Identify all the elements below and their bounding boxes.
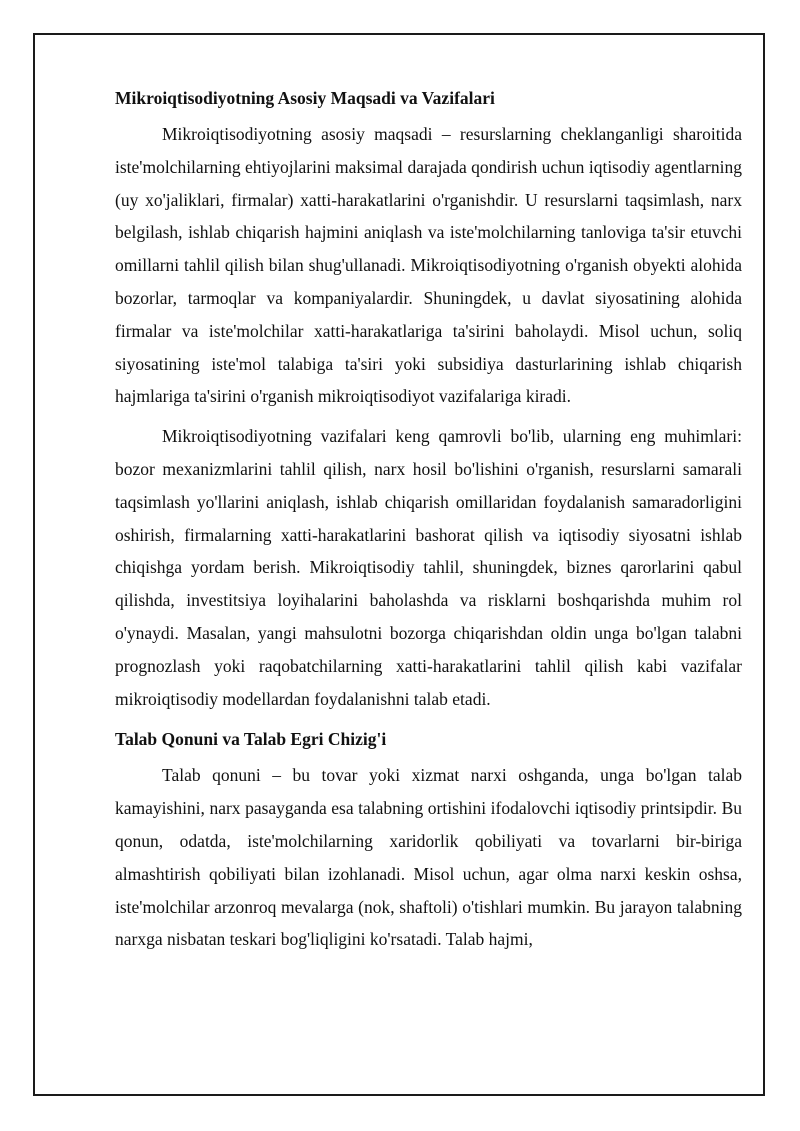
document-body bbox=[115, 84, 742, 956]
section-heading-goals: Mikroiqtisodiyotning Asosiy Maqsadi va Vazifalari bbox=[115, 88, 495, 108]
paragraph-demand-law-1: Talab qonuni – bu tovar yoki xizmat narxi oshganda, unga bo'lgan talab kamayishini, narx pasayganda esa talabning ortishini ifodalovchi iqtisodiy printsipdir. Bu qonun, odatda, iste'molchilarning xaridorlik qobiliyati va tovarlarni bir-biriga almashtirish qobiliyati bilan izohlanadi. Misol uchun, agar olma narxi keskin oshsa, iste'molchilar arzonroq mevalarga (nok, shaftoli) o'tishlari mumkin. Bu jarayon talabning narxga nisbatan teskari bog'liqligini ko'rsatadi. Talab hajmi, bbox=[115, 765, 742, 950]
paragraph-goals-1: Mikroiqtisodiyotning asosiy maqsadi – resurslarning cheklanganligi sharoitida iste'molchilarning ehtiyojlarini maksimal darajada qondirish uchun iqtisodiy agentlarning (uy xo'jaliklari, firmalar) xatti-harakatlarini o'rganishdir. U resurslarni taqsimlash, narx belgilash, ishlab chiqarish hajmini aniqlash va iste'molchilarning tanloviga ta'sir etuvchi omillarni tahlil qilish bilan shug'ullanadi. Mikroiqtisodiyotning o'rganish obyekti alohida bozorlar, tarmoqlar va kompaniyalardir. Shuningdek, u davlat siyosatining alohida firmalar va iste'molchilar xatti-harakatlariga ta'sirini baholaydi. Misol uchun, soliq siyosatining iste'mol talabiga ta'siri yoki subsidiya dasturlarining ishlab chiqarish hajmlariga ta'sirini o'rganish mikroiqtisodiyot vazifalariga kiradi. bbox=[115, 124, 742, 407]
paragraph-goals-2: Mikroiqtisodiyotning vazifalari keng qamrovli bo'lib, ularning eng muhimlari: bozor mexanizmlarini tahlil qilish, narx hosil bo'lishini o'rganish, resurslarni samarali taqsimlash yo'llarini aniqlash, ishlab chiqarish omillaridan foydalanish samaradorligini oshirish, firmalarning xatti-harakatlarini bashorat qilish va iqtisodiy siyosatni ishlab chiqishga yordam berish. Mikroiqtisodiy tahlil, shuningdek, biznes qarorlarini qabul qilishda, investitsiya loyihalarini baholashda va risklarni boshqarishda muhim rol o'ynaydi. Masalan, yangi mahsulotni bozorga chiqarishdan oldin unga bo'lgan talabni prognozlash yoki raqobatchilarning xatti-harakatlarini tahlil qilish kabi vazifalar mikroiqtisodiy modellardan foydalanishni talab etadi. bbox=[115, 426, 742, 709]
section-heading-demand-law: Talab Qonuni va Talab Egri Chizig'i bbox=[115, 729, 387, 750]
